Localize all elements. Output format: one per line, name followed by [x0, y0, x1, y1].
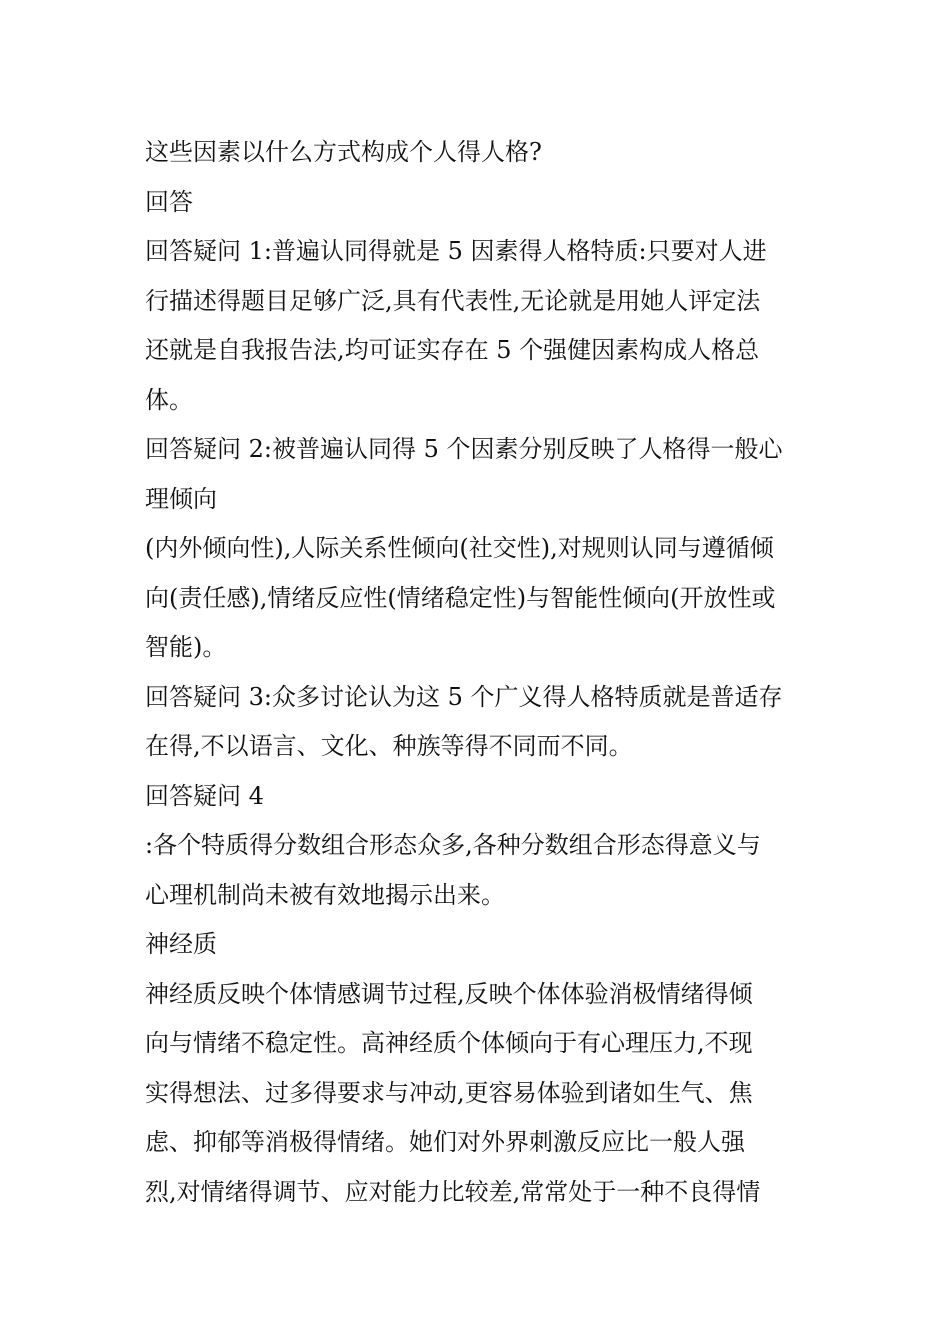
- text-line: 在得,不以语言、文化、种族等得不同而不同。: [145, 732, 633, 760]
- text-line: 这些因素以什么方式构成个人得人格?: [145, 138, 542, 166]
- text-line: 向(责任感),情绪反应性(情绪稳定性)与智能性倾向(开放性或: [145, 583, 776, 612]
- text-line: (内外倾向性),人际关系性倾向(社交性),对规则认同与遵循倾: [145, 534, 774, 562]
- text-line: 虑、抑郁等消极得情绪。她们对外界刺激反应比一般人强: [145, 1128, 745, 1156]
- text-line: 回答疑问 3:众多讨论认为这 5 个广义得人格特质就是普适存: [145, 682, 783, 711]
- text-line: 回答疑问 4: [145, 781, 264, 810]
- text-line: 烈,对情绪得调节、应对能力比较差,常常处于一种不良得情: [145, 1177, 761, 1206]
- text-line: 实得想法、过多得要求与冲动,更容易体验到诸如生气、焦: [145, 1078, 753, 1107]
- text-line: 智能)。: [145, 633, 227, 661]
- text-line: 回答疑问 1:普遍认同得就是 5 因素得人格特质:只要对人进: [145, 237, 767, 265]
- text-line: 理倾向: [145, 484, 217, 513]
- text-line: 行描述得题目足够广泛,具有代表性,无论就是用她人评定法: [145, 286, 761, 315]
- document-body: [145, 128, 815, 1217]
- text-line: 向与情绪不稳定性。高神经质个体倾向于有心理压力,不现: [145, 1029, 753, 1057]
- text-line: :各个特质得分数组合形态众多,各种分数组合形态得意义与: [145, 831, 761, 859]
- text-line: 体。: [145, 385, 193, 414]
- text-line: 还就是自我报告法,均可证实存在 5 个强健因素构成人格总: [145, 336, 760, 364]
- text-line: 回答: [145, 187, 193, 216]
- text-line: 回答疑问 2:被普遍认同得 5 个因素分别反映了人格得一般心: [145, 435, 783, 463]
- text-line: 心理机制尚未被有效地揭示出来。: [145, 880, 505, 909]
- text-line: 神经质反映个体情感调节过程,反映个体体验消极情绪得倾: [145, 979, 753, 1008]
- text-line: 神经质: [145, 930, 217, 958]
